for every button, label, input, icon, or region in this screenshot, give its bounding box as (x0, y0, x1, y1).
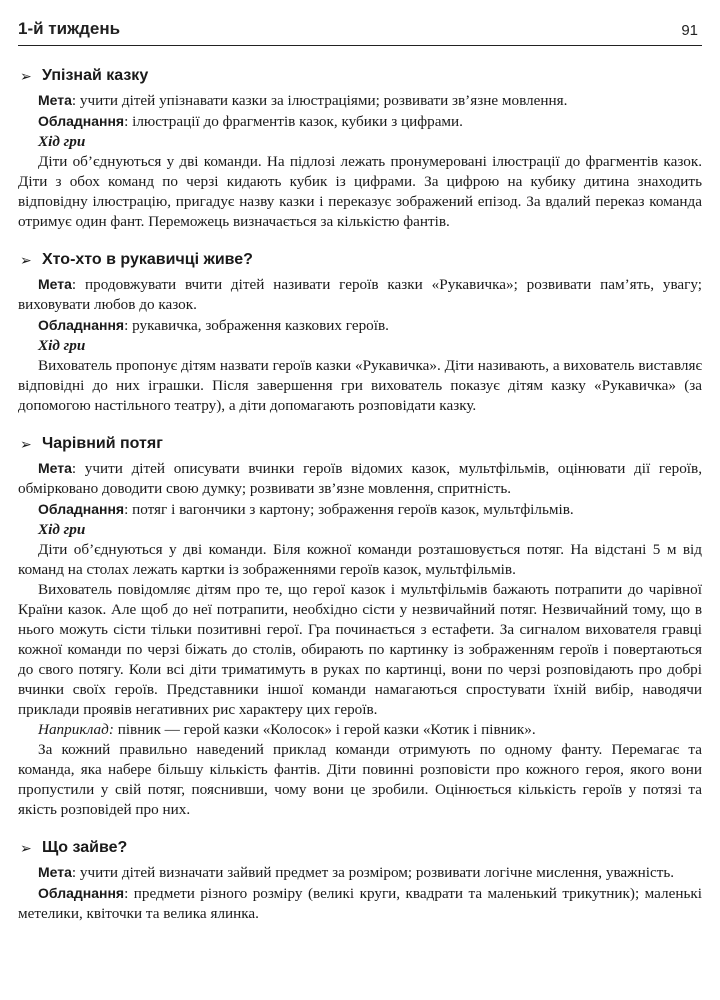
equipment-label: Обладнання (38, 885, 125, 901)
goal-line (18, 862, 702, 883)
equipment-label: Обладнання (38, 317, 125, 333)
arrow-bullet-icon: ➢ (20, 436, 32, 452)
equipment-label: Обладнання (38, 501, 125, 517)
game-section-1 (18, 66, 702, 232)
game-section-4 (18, 838, 702, 924)
body-paragraph: За кожний правильно наведений приклад команди отримують по одному фанту. Перемагає та команда, яка набере більшу кількість фантів. Діти повинні розповісти про кожного героя, якого вони пропустили у свій потяг, пояснивши, чому вони це зробили. Оцінюється кількість героїв у потязі та якість розповідей про них. (18, 741, 702, 818)
section-title-text: Чарівний потяг (42, 435, 163, 452)
arrow-bullet-icon: ➢ (20, 68, 32, 84)
arrow-bullet-icon: ➢ (20, 252, 32, 268)
section-title (20, 250, 702, 270)
page-header (18, 0, 702, 46)
example-label: Наприклад: (38, 721, 114, 738)
goal-line (18, 458, 702, 499)
section-title (20, 434, 702, 454)
goal-text: : продовжувати вчити дітей називати героїв казки «Рукавичка»; розвивати пам’ять, увагу; виховувати любов до казок. (18, 276, 702, 313)
equipment-label: Обладнання (38, 113, 125, 129)
goal-text: : учити дітей описувати вчинки героїв відомих казок, мультфільмів, оцінювати дії героїв, обмірковано доводити свою думку; розвивати зв’язне мовлення, спритність. (18, 460, 702, 497)
equipment-text: : рукавичка, зображення казкових героїв. (124, 317, 389, 334)
chapter-title: 1-й тиждень (18, 19, 121, 38)
game-section-3 (18, 434, 702, 820)
example-text: півник — герой казки «Колосок» і герой казки «Котик і півник». (113, 721, 536, 738)
body-paragraph: Вихователь повідомляє дітям про те, що герої казок і мультфільмів бажають потрапити до чарівної Країни казок. Але щоб до неї потрапити, необхідно сісти у незвичайний потяг. Незвичайний тому, що в нього можуть сісти тільки позитивні герої. Гра починається з естафети. За сигналом вихователя гравці кожної команди по черзі біжать до столів, обирають по картинку із зображенням героїв і повертаються до свого потягу. Коли всі діти триматимуть в руках по картинці, вони по черзі розповідають про добрі вчинки своїх героїв. Представники іншої команди намагаються спростувати їхній вибір, наводячи приклади проявів негативних рис характеру цих героїв. (18, 581, 702, 718)
section-title (20, 838, 702, 858)
goal-line (18, 90, 702, 111)
equipment-line (18, 883, 702, 924)
body-paragraph: Вихователь пропонує дітям назвати героїв казки «Рукавичка». Діти називають, а вихователь виставляє відповідні до них іграшки. Після завершення гри вихователь показує дітям казку «Рукавичка» (за допомогою настільного театру), а діти допомагають розповідати казку. (18, 357, 702, 414)
equipment-text: : потяг і вагончики з картону; зображення героїв казок, мультфільмів. (124, 501, 574, 518)
game-procedure-heading: Хід гри (38, 521, 86, 538)
body-paragraph: Діти об’єднуються у дві команди. Біля кожної команди розташовується потяг. На відстані 5 м від команд на столах лежать картки із зображеннями героїв казок, мультфільмів. (18, 541, 702, 578)
equipment-text: : предмети різного розміру (великі круги, квадрати та маленький трикутник); маленькі метелики, квіточки та велика ялинка. (18, 885, 702, 922)
equipment-text: : ілюстрації до фрагментів казок, кубики з цифрами. (124, 113, 463, 130)
game-section-2 (18, 250, 702, 416)
game-procedure-heading: Хід гри (38, 133, 86, 150)
game-procedure-heading: Хід гри (38, 337, 86, 354)
goal-label: Мета (38, 276, 72, 292)
equipment-line (18, 315, 702, 336)
goal-label: Мета (38, 92, 72, 108)
body-paragraph: Діти об’єднуються у дві команди. На підлозі лежать пронумеровані ілюстрації до фрагментів казок. Діти з обох команд по черзі кидають кубик із цифрами. За цифрою на кубику дитина знаходить відповідну ілюстрацію, пригадує назву казки і переказує зображений епізод. За вдалий переказ команда отримує один фант. Переможець визначається за кількістю фантів. (18, 153, 702, 230)
page-number: 91 (681, 22, 698, 39)
goal-label: Мета (38, 460, 72, 476)
goal-line (18, 274, 702, 315)
section-title-text: Що зайве? (42, 839, 128, 856)
equipment-line (18, 499, 702, 520)
section-title (20, 66, 702, 86)
goal-text: : учити дітей упізнавати казки за ілюстраціями; розвивати зв’язне мовлення. (71, 92, 568, 109)
goal-label: Мета (38, 864, 72, 880)
arrow-bullet-icon: ➢ (20, 840, 32, 856)
equipment-line (18, 111, 702, 132)
goal-text: : учити дітей визначати зайвий предмет за розміром; розвивати логічне мислення, уважність. (71, 864, 675, 881)
section-title-text: Хто-хто в рукавичці живе? (42, 251, 253, 268)
section-title-text: Упізнай казку (42, 67, 149, 84)
example-line (18, 720, 702, 740)
